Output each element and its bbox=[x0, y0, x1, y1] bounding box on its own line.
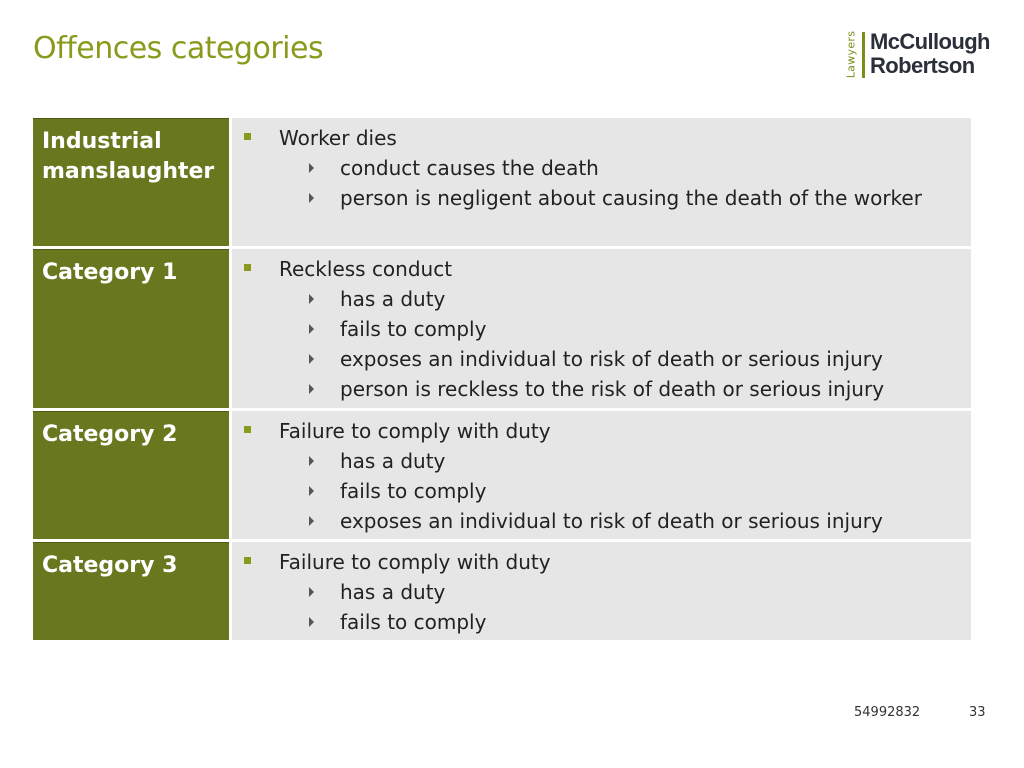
arrow-bullet-icon bbox=[309, 587, 314, 597]
sub-bullet-text: exposes an individual to risk of death or serious injury bbox=[340, 509, 883, 533]
sub-bullet-item bbox=[244, 607, 961, 637]
bullet-text: Failure to comply with duty bbox=[279, 419, 551, 443]
row-label: Category 1 bbox=[33, 249, 229, 408]
sub-bullet-text: person is negligent about causing the death of the worker bbox=[340, 186, 922, 210]
table-row bbox=[33, 249, 971, 408]
sub-bullet-item bbox=[244, 344, 961, 374]
arrow-bullet-icon bbox=[309, 324, 314, 334]
sub-bullet-item bbox=[244, 153, 961, 183]
bullet-item bbox=[244, 254, 961, 284]
arrow-bullet-icon bbox=[309, 193, 314, 203]
logo-name-line2: Robertson bbox=[870, 53, 975, 78]
logo-side-text: Lawyers bbox=[844, 30, 858, 78]
arrow-bullet-icon bbox=[309, 384, 314, 394]
square-bullet-icon bbox=[244, 557, 251, 564]
row-label: Industrial manslaughter bbox=[33, 118, 229, 246]
arrow-bullet-icon bbox=[309, 486, 314, 496]
bullet-item bbox=[244, 123, 961, 153]
sub-bullet-item bbox=[244, 374, 961, 404]
sub-bullet-text: has a duty bbox=[340, 287, 446, 311]
square-bullet-icon bbox=[244, 264, 251, 271]
table-row bbox=[33, 411, 971, 539]
logo-name-line1: McCullough bbox=[870, 29, 990, 54]
firm-logo bbox=[843, 30, 993, 82]
row-content bbox=[232, 118, 971, 246]
document-code: 54992832 bbox=[854, 705, 921, 720]
bullet-text: Worker dies bbox=[279, 126, 397, 150]
row-label: Category 3 bbox=[33, 542, 229, 640]
sub-bullet-text: has a duty bbox=[340, 449, 446, 473]
sub-bullet-text: fails to comply bbox=[340, 479, 487, 503]
arrow-bullet-icon bbox=[309, 163, 314, 173]
offences-table bbox=[33, 118, 971, 643]
bullet-item bbox=[244, 547, 961, 577]
sub-bullet-item bbox=[244, 183, 961, 213]
sub-bullet-item bbox=[244, 476, 961, 506]
sub-bullet-item bbox=[244, 446, 961, 476]
sub-bullet-text: person is reckless to the risk of death or serious injury bbox=[340, 377, 885, 401]
sub-bullet-item bbox=[244, 284, 961, 314]
square-bullet-icon bbox=[244, 426, 251, 433]
sub-bullet-item bbox=[244, 314, 961, 344]
arrow-bullet-icon bbox=[309, 617, 314, 627]
sub-bullet-item bbox=[244, 506, 961, 536]
sub-bullet-text: conduct causes the death bbox=[340, 156, 599, 180]
row-label: Category 2 bbox=[33, 411, 229, 539]
arrow-bullet-icon bbox=[309, 294, 314, 304]
sub-bullet-item bbox=[244, 577, 961, 607]
slide-title: Offences categories bbox=[33, 31, 324, 66]
sub-bullet-text: has a duty bbox=[340, 580, 446, 604]
logo-divider bbox=[862, 32, 865, 78]
bullet-item bbox=[244, 416, 961, 446]
arrow-bullet-icon bbox=[309, 516, 314, 526]
arrow-bullet-icon bbox=[309, 456, 314, 466]
page-number: 33 bbox=[969, 705, 986, 720]
sub-bullet-text: fails to comply bbox=[340, 317, 487, 341]
logo-wordmark bbox=[870, 30, 990, 78]
bullet-text: Failure to comply with duty bbox=[279, 550, 551, 574]
bullet-text: Reckless conduct bbox=[279, 257, 453, 281]
row-content bbox=[232, 249, 971, 408]
square-bullet-icon bbox=[244, 133, 251, 140]
row-content bbox=[232, 542, 971, 640]
arrow-bullet-icon bbox=[309, 354, 314, 364]
table-row bbox=[33, 542, 971, 640]
sub-bullet-text: fails to comply bbox=[340, 610, 487, 634]
row-content bbox=[232, 411, 971, 539]
sub-bullet-text: exposes an individual to risk of death or serious injury bbox=[340, 347, 883, 371]
table-row bbox=[33, 118, 971, 246]
